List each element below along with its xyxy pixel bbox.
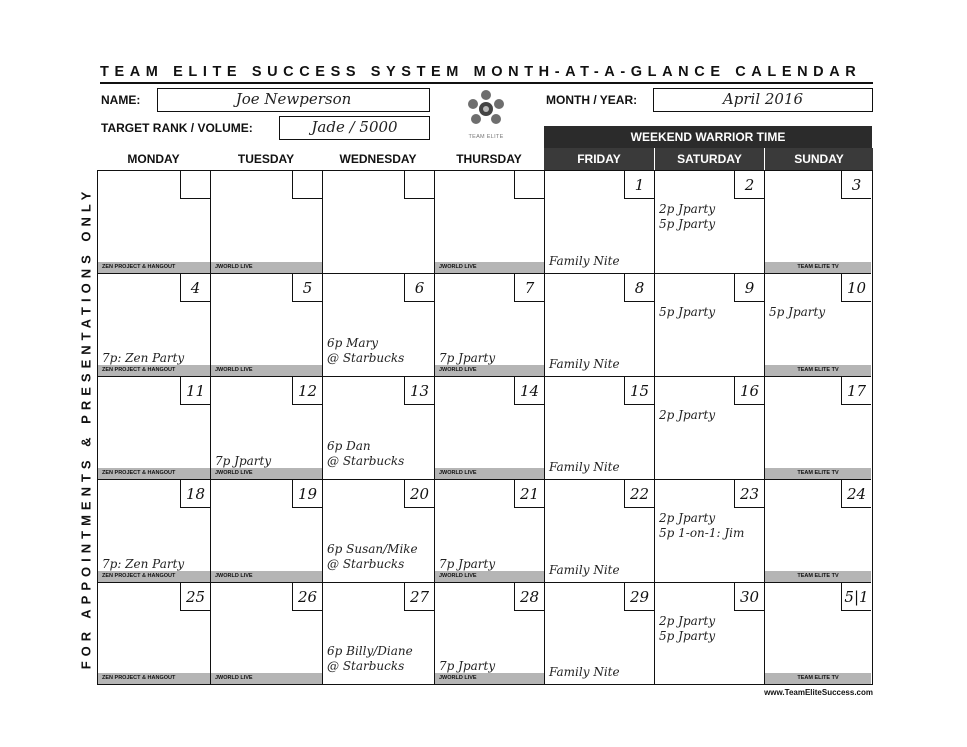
weekend-warrior-banner: WEEKEND WARRIOR TIME — [544, 126, 872, 148]
day-cell[interactable] — [655, 377, 765, 480]
day-header-saturday: SATURDAY — [654, 148, 764, 170]
day-number: 21 — [514, 480, 544, 508]
day-cell[interactable] — [323, 480, 435, 583]
day-cell[interactable] — [211, 583, 323, 684]
day-number: 4 — [180, 274, 210, 302]
event-tag: JWORLD LIVE — [435, 673, 544, 684]
day-cell[interactable] — [435, 377, 545, 480]
day-number: 15 — [624, 377, 654, 405]
day-cell[interactable] — [323, 171, 435, 274]
day-cell[interactable] — [98, 274, 211, 377]
month-year-label: MONTH / YEAR: — [546, 93, 638, 107]
appointment-note: Family Nite — [549, 563, 620, 577]
event-tag: JWORLD LIVE — [435, 571, 544, 582]
event-tag: TEAM ELITE TV — [765, 468, 871, 479]
day-cell[interactable] — [655, 171, 765, 274]
event-tag: JWORLD LIVE — [435, 365, 544, 376]
appointment-note: Family Nite — [549, 665, 620, 679]
event-tag: JWORLD LIVE — [435, 262, 544, 273]
day-number: 17 — [841, 377, 871, 405]
event-tag: ZEN PROJECT & HANGOUT — [98, 262, 210, 273]
event-tag: JWORLD LIVE — [211, 365, 322, 376]
day-cell[interactable] — [211, 377, 323, 480]
event-tag: TEAM ELITE TV — [765, 673, 871, 684]
event-tag: JWORLD LIVE — [211, 262, 322, 273]
day-cell[interactable] — [435, 274, 545, 377]
day-cell[interactable] — [98, 377, 211, 480]
appointment-note: 5p Jparty — [659, 305, 716, 319]
day-number: 8 — [624, 274, 654, 302]
appointment-note: 7p Jparty — [215, 454, 272, 468]
appointment-note: 7p Jparty — [439, 557, 496, 571]
day-number: 22 — [624, 480, 654, 508]
event-tag: JWORLD LIVE — [211, 571, 322, 582]
day-number: 13 — [404, 377, 434, 405]
day-number: 9 — [734, 274, 764, 302]
event-tag: TEAM ELITE TV — [765, 571, 871, 582]
day-number — [292, 171, 322, 199]
appointment-note: 6p Billy/Diane @ Starbucks — [327, 644, 413, 673]
appointment-note: 5p Jparty — [769, 305, 826, 319]
appointment-note: 2p Jparty 5p Jparty — [659, 614, 716, 643]
appointment-note: Family Nite — [549, 357, 620, 371]
day-number: 1 — [624, 171, 654, 199]
day-number — [514, 171, 544, 199]
day-number: 23 — [734, 480, 764, 508]
side-note: FOR APPOINTMENTS & PRESENTATIONS ONLY — [78, 186, 94, 670]
event-tag: TEAM ELITE TV — [765, 365, 871, 376]
day-cell[interactable] — [545, 480, 655, 583]
day-number: 27 — [404, 583, 434, 611]
day-cell[interactable] — [765, 274, 871, 377]
day-cell[interactable] — [98, 171, 211, 274]
calendar-grid — [97, 170, 873, 685]
logo-caption: TEAM ELITE — [468, 134, 504, 140]
day-number: 26 — [292, 583, 322, 611]
day-cell[interactable] — [655, 583, 765, 684]
day-cell[interactable] — [211, 274, 323, 377]
day-cell[interactable] — [435, 480, 545, 583]
day-header-monday: MONDAY — [127, 152, 180, 166]
day-number: 5|1 — [841, 583, 871, 611]
day-number: 20 — [404, 480, 434, 508]
day-cell[interactable] — [545, 171, 655, 274]
event-tag: TEAM ELITE TV — [765, 262, 871, 273]
page-title: TEAM ELITE SUCCESS SYSTEM MONTH-AT-A-GLANCE CALENDAR — [100, 64, 862, 80]
day-number: 29 — [624, 583, 654, 611]
appointment-note: 7p: Zen Party — [102, 557, 185, 571]
day-cell[interactable] — [545, 274, 655, 377]
appointment-note: 6p Dan @ Starbucks — [327, 439, 405, 468]
target-label: TARGET RANK / VOLUME: — [101, 121, 253, 135]
day-number — [180, 171, 210, 199]
day-cell[interactable] — [98, 480, 211, 583]
event-tag: JWORLD LIVE — [435, 468, 544, 479]
day-number: 28 — [514, 583, 544, 611]
event-tag: ZEN PROJECT & HANGOUT — [98, 365, 210, 376]
appointment-note: 2p Jparty 5p Jparty — [659, 202, 716, 231]
event-tag: ZEN PROJECT & HANGOUT — [98, 571, 210, 582]
day-cell[interactable] — [323, 377, 435, 480]
day-number: 14 — [514, 377, 544, 405]
day-cell[interactable] — [323, 583, 435, 684]
appointment-note: 2p Jparty — [659, 408, 716, 422]
day-cell[interactable] — [211, 171, 323, 274]
day-header-wednesday: WEDNESDAY — [339, 152, 417, 166]
day-number: 12 — [292, 377, 322, 405]
event-tag: ZEN PROJECT & HANGOUT — [98, 673, 210, 684]
day-cell[interactable] — [655, 274, 765, 377]
day-header-tuesday: TUESDAY — [237, 152, 295, 166]
day-number: 10 — [841, 274, 871, 302]
footer-url: www.TeamEliteSuccess.com — [764, 688, 873, 697]
day-cell[interactable] — [545, 583, 655, 684]
day-cell[interactable] — [765, 583, 871, 684]
day-number: 6 — [404, 274, 434, 302]
day-cell[interactable] — [323, 274, 435, 377]
appointment-note: 2p Jparty 5p 1-on-1: Jim — [659, 511, 745, 540]
day-number: 3 — [841, 171, 871, 199]
day-cell[interactable] — [655, 480, 765, 583]
month-year-field[interactable]: April 2016 — [653, 88, 873, 112]
day-number: 11 — [180, 377, 210, 405]
day-header-thursday: THURSDAY — [456, 152, 522, 166]
appointment-note: Family Nite — [549, 254, 620, 268]
team-elite-logo — [465, 88, 507, 136]
day-number: 25 — [180, 583, 210, 611]
appointment-note: 7p: Zen Party — [102, 351, 185, 365]
day-cell[interactable] — [98, 583, 211, 684]
day-number: 7 — [514, 274, 544, 302]
day-number: 24 — [841, 480, 871, 508]
name-label: NAME: — [101, 93, 141, 107]
day-number: 2 — [734, 171, 764, 199]
appointment-note: 6p Susan/Mike @ Starbucks — [327, 542, 418, 571]
day-cell[interactable] — [435, 171, 545, 274]
name-field[interactable]: Joe Newperson — [157, 88, 430, 112]
target-field[interactable]: Jade / 5000 — [279, 116, 430, 140]
day-number: 19 — [292, 480, 322, 508]
day-cell[interactable] — [765, 480, 871, 583]
day-cell[interactable] — [435, 583, 545, 684]
day-header-friday: FRIDAY — [544, 148, 654, 170]
title-rule — [100, 82, 873, 84]
day-cell[interactable] — [765, 377, 871, 480]
appointment-note: 7p Jparty — [439, 351, 496, 365]
event-tag: JWORLD LIVE — [211, 673, 322, 684]
day-number: 5 — [292, 274, 322, 302]
event-tag: ZEN PROJECT & HANGOUT — [98, 468, 210, 479]
day-cell[interactable] — [545, 377, 655, 480]
day-number: 18 — [180, 480, 210, 508]
day-number: 16 — [734, 377, 764, 405]
day-number — [404, 171, 434, 199]
appointment-note: Family Nite — [549, 460, 620, 474]
appointment-note: 6p Mary @ Starbucks — [327, 336, 405, 365]
appointment-note: 7p Jparty — [439, 659, 496, 673]
day-cell[interactable] — [211, 480, 323, 583]
event-tag: JWORLD LIVE — [211, 468, 322, 479]
day-header-sunday: SUNDAY — [764, 148, 873, 170]
day-number: 30 — [734, 583, 764, 611]
day-cell[interactable] — [765, 171, 871, 274]
